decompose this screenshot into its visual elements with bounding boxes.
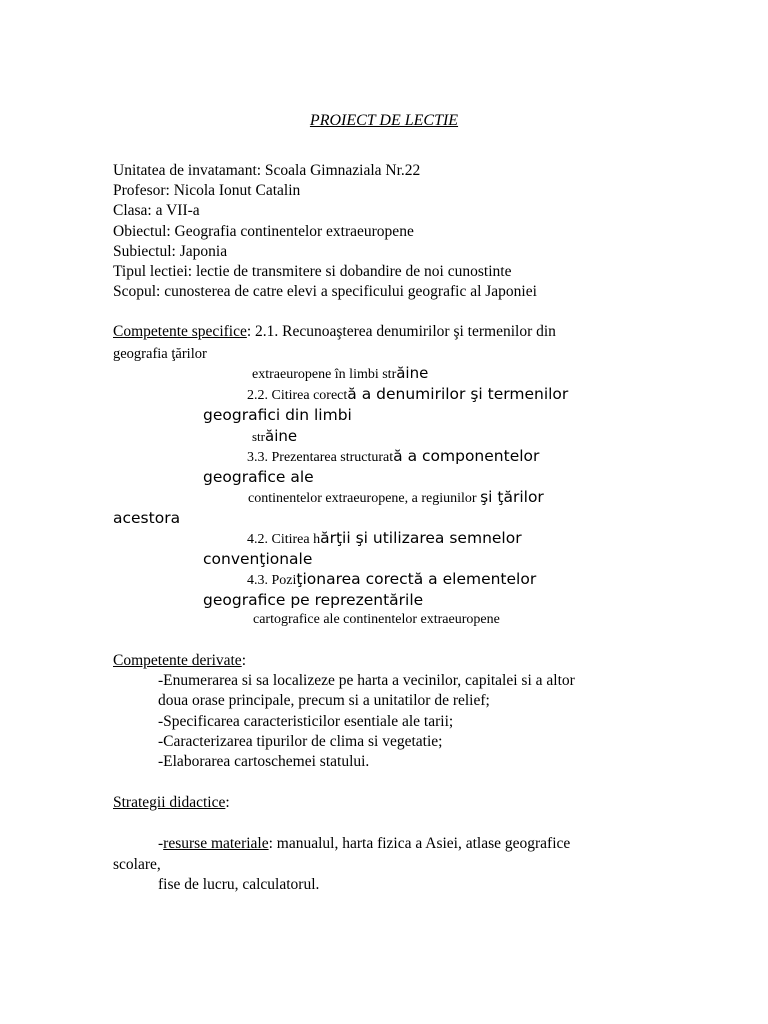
competente-specifice-line-5: geografici din limbi	[203, 406, 352, 424]
strategii-resurse-line: -resurse materiale: manualul, harta fizica a Asiei, atlase geografice	[158, 835, 571, 852]
info-clasa: Clasa: a VII-a	[113, 202, 200, 219]
info-obiectul: Obiectul: Geografia continentelor extraeuropene	[113, 223, 414, 240]
competente-derivate-item-1-cont: doua orase principale, precum si a unitatilor de relief;	[158, 692, 490, 709]
competente-specifice-line-13: 4.3. Poziţionarea corectă a elementelor	[247, 570, 537, 588]
info-scopul: Scopul: cunosterea de catre elevi a specificului geografic al Japoniei	[113, 283, 537, 300]
competente-specifice-line-11: 4.2. Citirea hărţii şi utilizarea semnelor	[247, 529, 522, 547]
competente-specifice-line-10: acestora	[113, 509, 181, 527]
info-unitatea: Unitatea de invatamant: Scoala Gimnaziala Nr.22	[113, 162, 421, 179]
competente-specifice-line-4: 2.2. Citirea corectă a denumirilor şi termenilor	[247, 385, 569, 403]
strategii-resurse-line-3: fise de lucru, calculatorul.	[158, 876, 320, 893]
competente-specifice-line-2: geografia ţărilor	[113, 346, 207, 362]
competente-derivate-item-3: -Caracterizarea tipurilor de clima si vegetatie;	[158, 733, 443, 750]
competente-specifice-line-3: extraeuropene în limbi străine	[252, 364, 429, 382]
competente-derivate-item-1: -Enumerarea si sa localizeze pe harta a vecinilor, capitalei si a altor	[158, 672, 575, 689]
strategii-resurse-line-2: scolare,	[113, 856, 161, 873]
competente-derivate-item-4: -Elaborarea cartoschemei statului.	[158, 753, 370, 770]
info-subiectul: Subiectul: Japonia	[113, 243, 228, 260]
info-profesor: Profesor: Nicola Ionut Catalin	[113, 182, 301, 199]
competente-derivate-heading: Competente derivate	[113, 652, 242, 669]
strategii-heading-line: Strategii didactice:	[113, 794, 230, 811]
competente-specifice-line-9: continentelor extraeuropene, a regiunilor şi ţărilor	[248, 488, 544, 506]
competente-specifice-heading: Competente specifice	[113, 323, 247, 340]
competente-specifice-line-8: geografice ale	[203, 468, 314, 486]
competente-specifice-line-1: Competente specifice: 2.1. Recunoaşterea denumirilor şi termenilor din	[113, 323, 556, 340]
info-tipul-lectiei: Tipul lectiei: lectie de transmitere si dobandire de noi cunostinte	[113, 263, 512, 280]
competente-specifice-line-7: 3.3. Prezentarea structurată a componentelor	[247, 447, 540, 465]
competente-specifice-line-12: convenţionale	[203, 550, 313, 568]
competente-derivate-item-2: -Specificarea caracteristicilor esentiale ale tarii;	[158, 713, 454, 730]
competente-derivate-heading-line: Competente derivate:	[113, 652, 246, 669]
resurse-materiale-label: resurse materiale	[163, 835, 269, 852]
document-title: PROIECT DE LECTIE	[309, 112, 459, 129]
competente-specifice-line-14: geografice pe reprezentările	[203, 591, 424, 609]
competente-specifice-line-15: cartografice ale continentelor extraeuropene	[253, 612, 500, 627]
competente-specifice-line-6: străine	[252, 427, 298, 445]
strategii-heading: Strategii didactice	[113, 794, 226, 811]
